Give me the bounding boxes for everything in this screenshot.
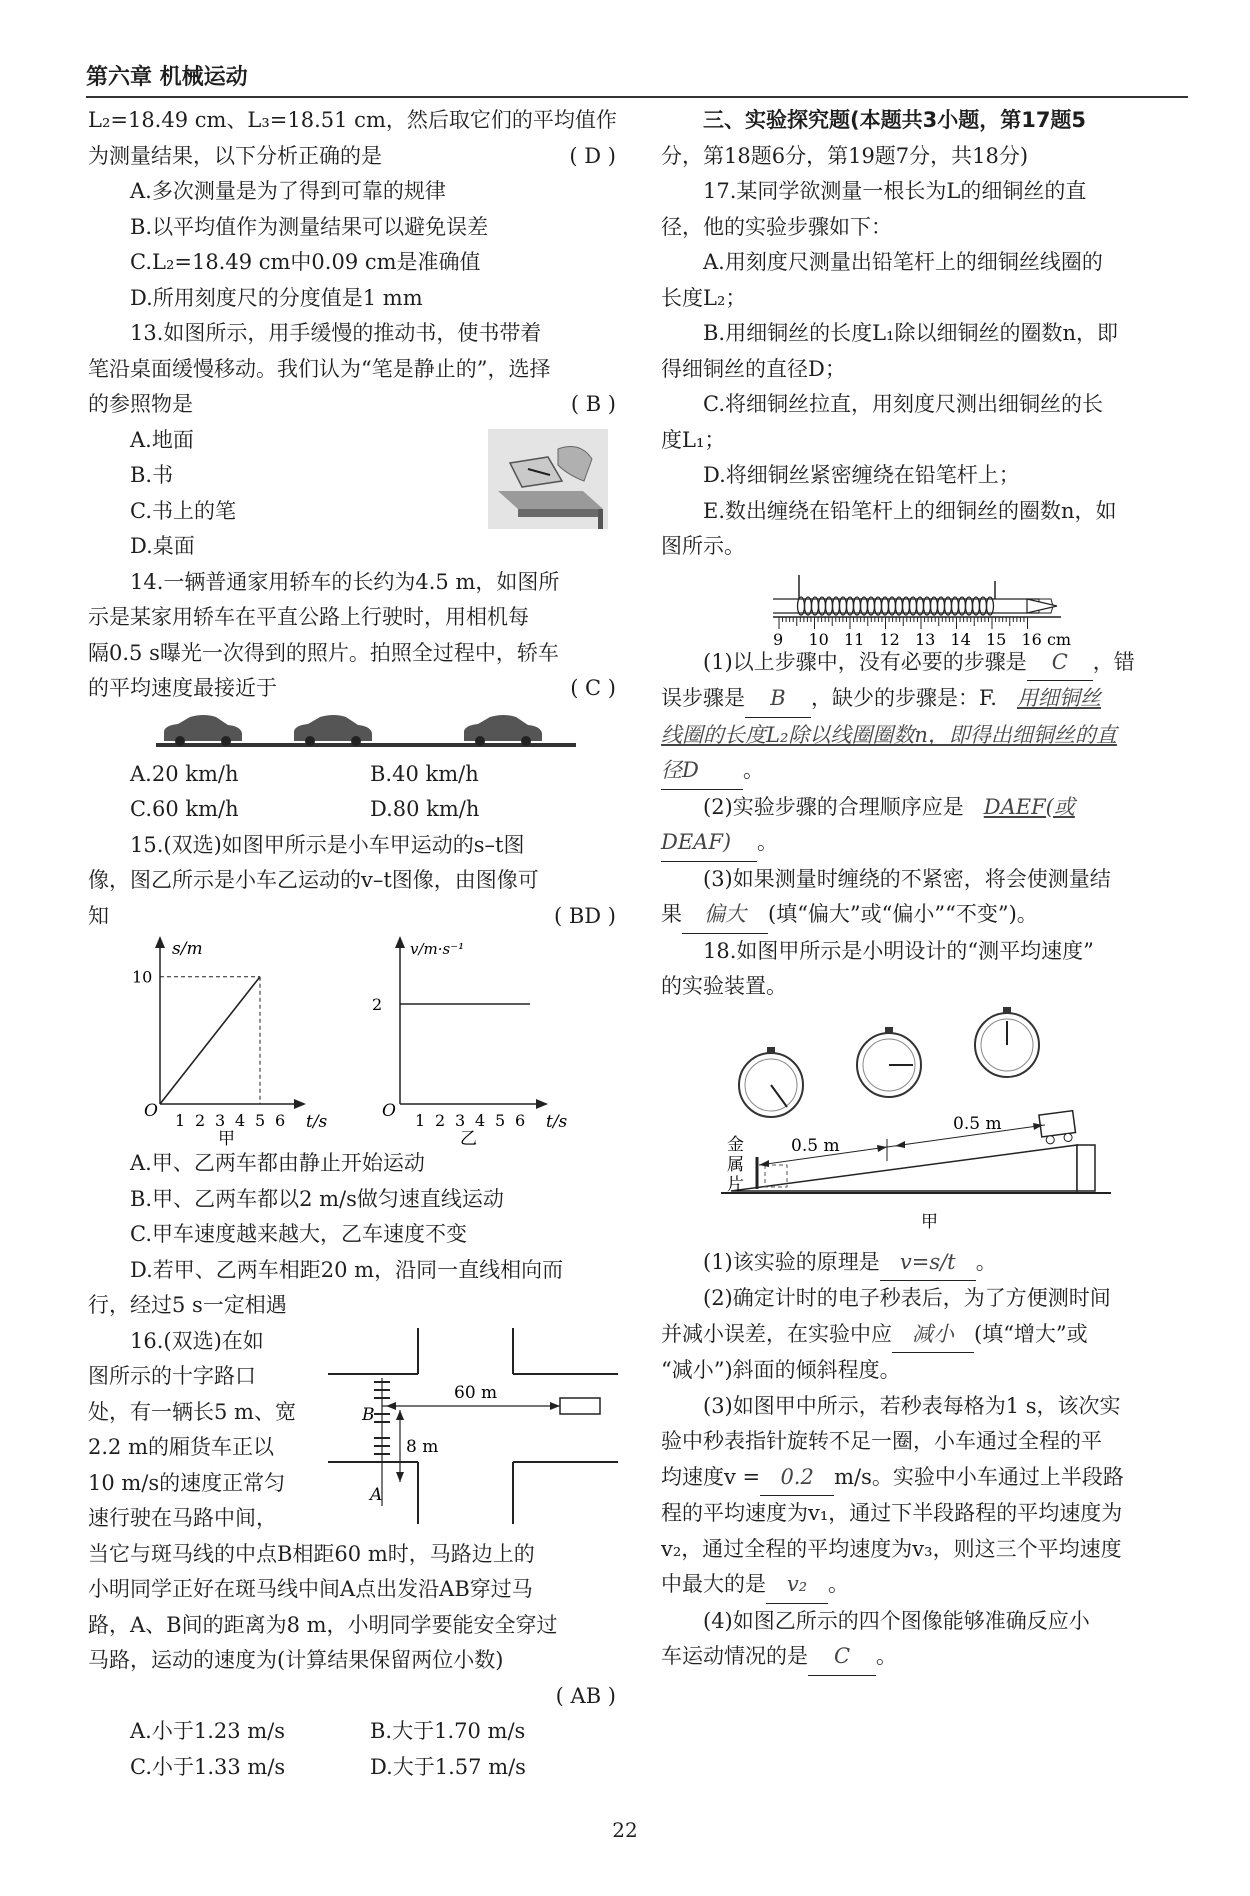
q18-s4-line-2: 车运动情况的是 C 。: [661, 1639, 1189, 1676]
graph-a-ylabel: s/m: [172, 939, 203, 959]
graph-b-xtick: 2: [435, 1111, 446, 1130]
q16-answer-line: [88, 1679, 616, 1715]
chapter-title: 第六章 机械运动: [86, 65, 248, 90]
figure-caption-jia: 甲: [921, 1211, 938, 1232]
q18-s4-line-1: (4)如图乙所示的四个图像能够准确反应小: [703, 1608, 1090, 1633]
incline-label-left: 0.5 m: [791, 1135, 840, 1156]
pencil-coil-ruler: [661, 565, 1189, 645]
q12-option-b: B.以平均值作为测量结果可以避免误差: [130, 214, 489, 239]
q14-option-d: D.80 km/h: [370, 797, 480, 821]
ruler-label: 14: [950, 629, 971, 645]
q17-step-a-1: A.用刻度尺测量出铅笔杆上的细铜丝线圈的: [703, 250, 1103, 274]
q17-s3-line-1: (3)如果测量时缠绕的不紧密，将会使测量结: [703, 866, 1111, 891]
q13-answer: ( B ): [570, 392, 616, 416]
q16-options-row-2: [88, 1750, 616, 1786]
car-3: [464, 715, 542, 746]
q18-s3-line-3: 均速度v = 0.2 m/s。实验中小车通过上半段路: [661, 1460, 1189, 1497]
graph-b-ytick: 2: [372, 995, 383, 1014]
q14-options-row-1: [88, 757, 616, 793]
q14-answer: ( C ): [570, 676, 616, 700]
book-pushing-photo: [488, 429, 608, 529]
ruler-label: 13: [915, 629, 936, 645]
q17-step-c-1: C.将细铜丝拉直，用刻度尺测出细铜丝的长: [703, 392, 1103, 416]
q18-s3-line-5: v₂，通过全程的平均速度为v₃，则这三个平均速度: [661, 1536, 1122, 1561]
stopwatch-1: [739, 1047, 803, 1117]
graph-a-y-arrow: [155, 936, 165, 948]
q17-step-b-1: B.用细铜丝的长度L₁除以细铜丝的圈数n，即: [703, 321, 1118, 345]
q18-s1-line: (1)该实验的原理是 v=s/t 。: [661, 1245, 1189, 1282]
q16-line-10: 马路，运动的速度为(计算结果保留两位小数): [88, 1648, 504, 1672]
graph-b-xtick: 6: [515, 1111, 526, 1130]
q14-option-a: A.20 km/h: [130, 761, 239, 786]
q17-step-a-2: 长度L₂；: [661, 285, 747, 310]
right-column: [661, 103, 1189, 1676]
graph-b-caption: 乙: [460, 1129, 477, 1146]
q14-option-c: C.60 km/h: [130, 797, 239, 821]
crossroad-figure: [328, 1328, 618, 1528]
q16-option-a: A.小于1.23 m/s: [130, 1719, 286, 1743]
q17-s1-line-2: 误步骤是 B ，缺少的步骤是：F. 用细铜丝: [661, 681, 1189, 718]
q17-step-e-2: 图所示。: [661, 534, 745, 558]
toy-car: [1039, 1110, 1077, 1144]
incline-experiment-figure: [661, 1005, 1189, 1245]
stopwatch-2: [857, 1027, 921, 1097]
q15-option-d-cont: 行，经过5 s一定相遇: [88, 1293, 287, 1317]
q16-line-4: 2.2 m的厢货车正以: [88, 1435, 274, 1459]
graph-b-xlabel: t/s: [546, 1112, 568, 1132]
point-b-label: B: [362, 1404, 375, 1425]
q18-line-1: 18.如图甲所示是小明设计的“测平均速度”: [703, 938, 1094, 963]
section-3-line-1: 三、实验探究题(本题共3小题，第17题5: [703, 108, 1087, 132]
ruler-label: 10: [808, 629, 829, 645]
q16-line-6: 速行驶在马路中间，: [88, 1506, 277, 1530]
q17-s3-answer: 偏大: [682, 897, 768, 934]
q16-line-7: 当它与斑马线的中点B相距60 m时，马路边上的: [88, 1541, 535, 1566]
q12-option-a: A.多次测量是为了得到可靠的规律: [130, 179, 446, 203]
section-3-line-2: 分，第18题6分，第19题7分，共18分): [661, 143, 1029, 168]
q13-option-a: A.地面: [130, 427, 194, 452]
graph-a-series-line: [160, 977, 260, 1104]
header-rule: [86, 96, 1188, 98]
q17-s1-answer-3b: 线圈的长度L₂除以线圈圈数n，即得出细铜丝的直: [661, 722, 1117, 747]
q13-option-c: C.书上的笔: [130, 498, 236, 523]
q15-line-2: 像，图乙所示是小车乙运动的v–t图像，由图像可: [88, 868, 539, 892]
copper-coil: [798, 597, 994, 615]
q14-line-1: 14.一辆普通家用轿车的长约为4.5 m，如图所: [130, 569, 560, 594]
q18-s1-answer: v=s/t: [880, 1245, 976, 1282]
ruler-label: 12: [879, 629, 900, 645]
q17-line-1: 17.某同学欲测量一根长为L的细铜丝的直: [703, 179, 1087, 203]
graph-a-xtick: 2: [195, 1111, 206, 1130]
q12-answer: ( D ): [569, 143, 616, 168]
q18-s4-answer: C: [808, 1639, 876, 1676]
graph-a-xtick: 3: [215, 1111, 226, 1130]
graph-a-xlabel: t/s: [306, 1112, 328, 1132]
car-photo-strip: [156, 707, 576, 757]
q14-line-2: 示是某家用轿车在平直公路上行驶时，用相机每: [88, 605, 529, 629]
graph-a-caption: 甲: [218, 1129, 235, 1146]
ab-distance-label: 8 m: [406, 1436, 439, 1457]
q16-line-3: 处，有一辆长5 m、宽: [88, 1399, 296, 1424]
incline-label-right: 0.5 m: [953, 1113, 1002, 1134]
q18-s3-line-1: (3)如图甲中所示，若秒表每格为1 s，该次实: [703, 1393, 1121, 1418]
graph-b-xtick: 4: [475, 1111, 486, 1130]
q17-s2-answer-b: DEAF): [661, 825, 757, 862]
q18-s3-line-6: 中最大的是 v₂ 。: [661, 1567, 1189, 1604]
graph-b-origin: O: [382, 1101, 396, 1121]
q17-s1-line-1: (1)以上步骤中，没有必要的步骤是 C ，错: [661, 645, 1189, 682]
q16-option-b: B.大于1.70 m/s: [370, 1719, 526, 1743]
q17-s1-line-4: 径D 。: [661, 753, 1189, 790]
q14-line-3: 隔0.5 s曝光一次得到的照片。拍照全过程中，轿车: [88, 640, 559, 665]
q18-s3-line-4: 程的平均速度为v₁，通过下半段路程的平均速度为: [661, 1501, 1123, 1525]
q15-line-3: 知 ( BD ): [88, 899, 616, 935]
q16-line-8: 小明同学正好在斑马线中间A点出发沿AB穿过马: [88, 1577, 533, 1601]
q16-option-d: D.大于1.57 m/s: [370, 1754, 526, 1779]
graph-b-xtick: 3: [455, 1111, 466, 1130]
graph-b-xtick: 5: [495, 1111, 506, 1130]
q16-line-5: 10 m/s的速度正常匀: [88, 1470, 286, 1495]
q15-option-d: D.若甲、乙两车相距20 m，沿同一直线相向而: [130, 1257, 564, 1282]
graph-b: [372, 936, 568, 1146]
q13-line-3: 的参照物是 ( B ): [88, 387, 616, 423]
stopwatch-3: [975, 1007, 1039, 1077]
q16-answer: ( AB ): [555, 1683, 616, 1708]
q17-step-c-2: 度L₁；: [661, 427, 726, 452]
q12-line-2: 为测量结果，以下分析正确的是 ( D ): [88, 139, 616, 175]
q18-s2-answer: 减小: [892, 1317, 974, 1354]
graph-b-y-arrow: [395, 936, 405, 948]
q17-s2-answer-a: DAEF(或: [983, 794, 1075, 819]
q17-s1-answer-2: B: [745, 681, 811, 718]
q15-option-c: C.甲车速度越来越大，乙车速度不变: [130, 1222, 467, 1246]
ruler-label: 16 cm: [1021, 629, 1072, 645]
graph-a-origin: O: [144, 1101, 158, 1121]
q16-line-2: 图所示的十字路口: [88, 1364, 256, 1388]
q15-option-a: A.甲、乙两车都由静止开始运动: [130, 1151, 425, 1175]
graph-a-xtick: 6: [275, 1111, 286, 1130]
q13-line-1: 13.如图所示，用手缓慢的推动书，使书带着: [130, 321, 542, 345]
q16-line-1: 16.(双选)在如: [130, 1328, 264, 1353]
q16-line-9: 路，A、B间的距离为8 m，小明同学要能安全穿过: [88, 1612, 558, 1637]
page-header: [86, 60, 1188, 91]
q18-s2-line-3: “减小”)斜面的倾斜程度。: [661, 1358, 901, 1382]
point-a-label: A: [370, 1484, 383, 1505]
q12-option-d: D.所用刻度尺的分度值是1 mm: [130, 285, 423, 310]
q14-option-b: B.40 km/h: [370, 761, 479, 786]
q18-s3-answer-1: 0.2: [760, 1460, 834, 1497]
q15-graphs: [88, 934, 616, 1146]
q17-s1-answer-3c: 径D: [661, 753, 743, 790]
graph-b-x-arrow: [536, 1099, 548, 1109]
graph-a-xtick: 4: [235, 1111, 246, 1130]
graph-b-xtick: 1: [415, 1111, 426, 1130]
q15-answer: ( BD ): [553, 903, 616, 928]
ruler-label: 15: [986, 629, 1007, 645]
q17-s1-line-3: [661, 718, 1189, 754]
q14-options-row-2: [88, 792, 616, 828]
q18-s3-answer-2: v₂: [766, 1567, 828, 1604]
q16-options-row-1: [88, 1714, 616, 1750]
car-2: [294, 715, 372, 746]
q12-option-c: C.L₂=18.49 cm中0.09 cm是准确值: [130, 250, 481, 274]
graph-a-xtick: 5: [255, 1111, 266, 1130]
ramp-support: [1077, 1145, 1095, 1191]
q18-s2-line-2: 并减小误差，在实验中应 减小 (填“增大”或: [661, 1317, 1189, 1354]
q16-option-c: C.小于1.33 m/s: [130, 1754, 286, 1779]
q17-line-2: 径，他的实验步骤如下：: [661, 214, 892, 239]
q15-line-1: 15.(双选)如图甲所示是小车甲运动的s–t图: [130, 832, 525, 857]
q14-line-4: 的平均速度最接近于 ( C ): [88, 671, 616, 707]
q15-option-b: B.甲、乙两车都以2 m/s做匀速直线运动: [130, 1186, 504, 1211]
page-number: 22: [612, 1818, 638, 1842]
q12-line-1: L₂=18.49 cm、L₃=18.51 cm，然后取它们的平均值作: [88, 108, 617, 132]
q17-s2-line-1: (2)实验步骤的合理顺序应是 DAEF(或: [703, 794, 1075, 819]
q18-s3-line-2: 验中秒表指针旋转不足一圈，小车通过全程的平: [661, 1429, 1102, 1453]
q18-line-2: 的实验装置。: [661, 974, 787, 998]
ruler-label: 11: [844, 629, 865, 645]
q18-s2-line-1: (2)确定计时的电子秒表后，为了方便测时间: [703, 1286, 1111, 1310]
graph-a-ytick: 10: [132, 967, 153, 987]
q17-s3-line-2: 果 偏大 (填“偏大”或“偏小”“不变”)。: [661, 897, 1189, 934]
graph-a: [132, 936, 328, 1146]
metal-plate-label-2: 属: [727, 1154, 744, 1175]
q17-s2-line-2: DEAF) 。: [661, 825, 1189, 862]
q17-s1-answer-3a: 用细铜丝: [1016, 686, 1101, 710]
truck: [560, 1398, 600, 1414]
car-1: [164, 715, 242, 746]
q17-step-e-1: E.数出缠绕在铅笔杆上的细铜丝的圈数n，如: [703, 498, 1117, 523]
graph-a-xtick: 1: [175, 1111, 186, 1130]
q17-step-b-2: 得细铜丝的直径D；: [661, 356, 846, 381]
q16-block: [88, 1324, 616, 1537]
ruler-label: 9: [773, 629, 784, 645]
q13-line-2: 笔沿桌面缓慢移动。我们认为“笔是静止的”，选择: [88, 356, 551, 381]
graph-b-ylabel: v/m·s⁻¹: [410, 940, 465, 958]
left-column: [88, 103, 616, 1785]
metal-plate-label-3: 片: [727, 1174, 744, 1195]
incline-ramp: [731, 1145, 1077, 1191]
q17-s1-answer-1: C: [1027, 645, 1093, 682]
metal-plate-label-1: 金: [727, 1134, 744, 1155]
graph-a-x-arrow: [294, 1099, 306, 1109]
distance-60m-label: 60 m: [454, 1382, 498, 1403]
q17-step-d: D.将细铜丝紧密缠绕在铅笔杆上；: [703, 463, 1020, 487]
q13-option-b: B.书: [130, 463, 174, 487]
q13-option-d: D.桌面: [130, 534, 195, 558]
